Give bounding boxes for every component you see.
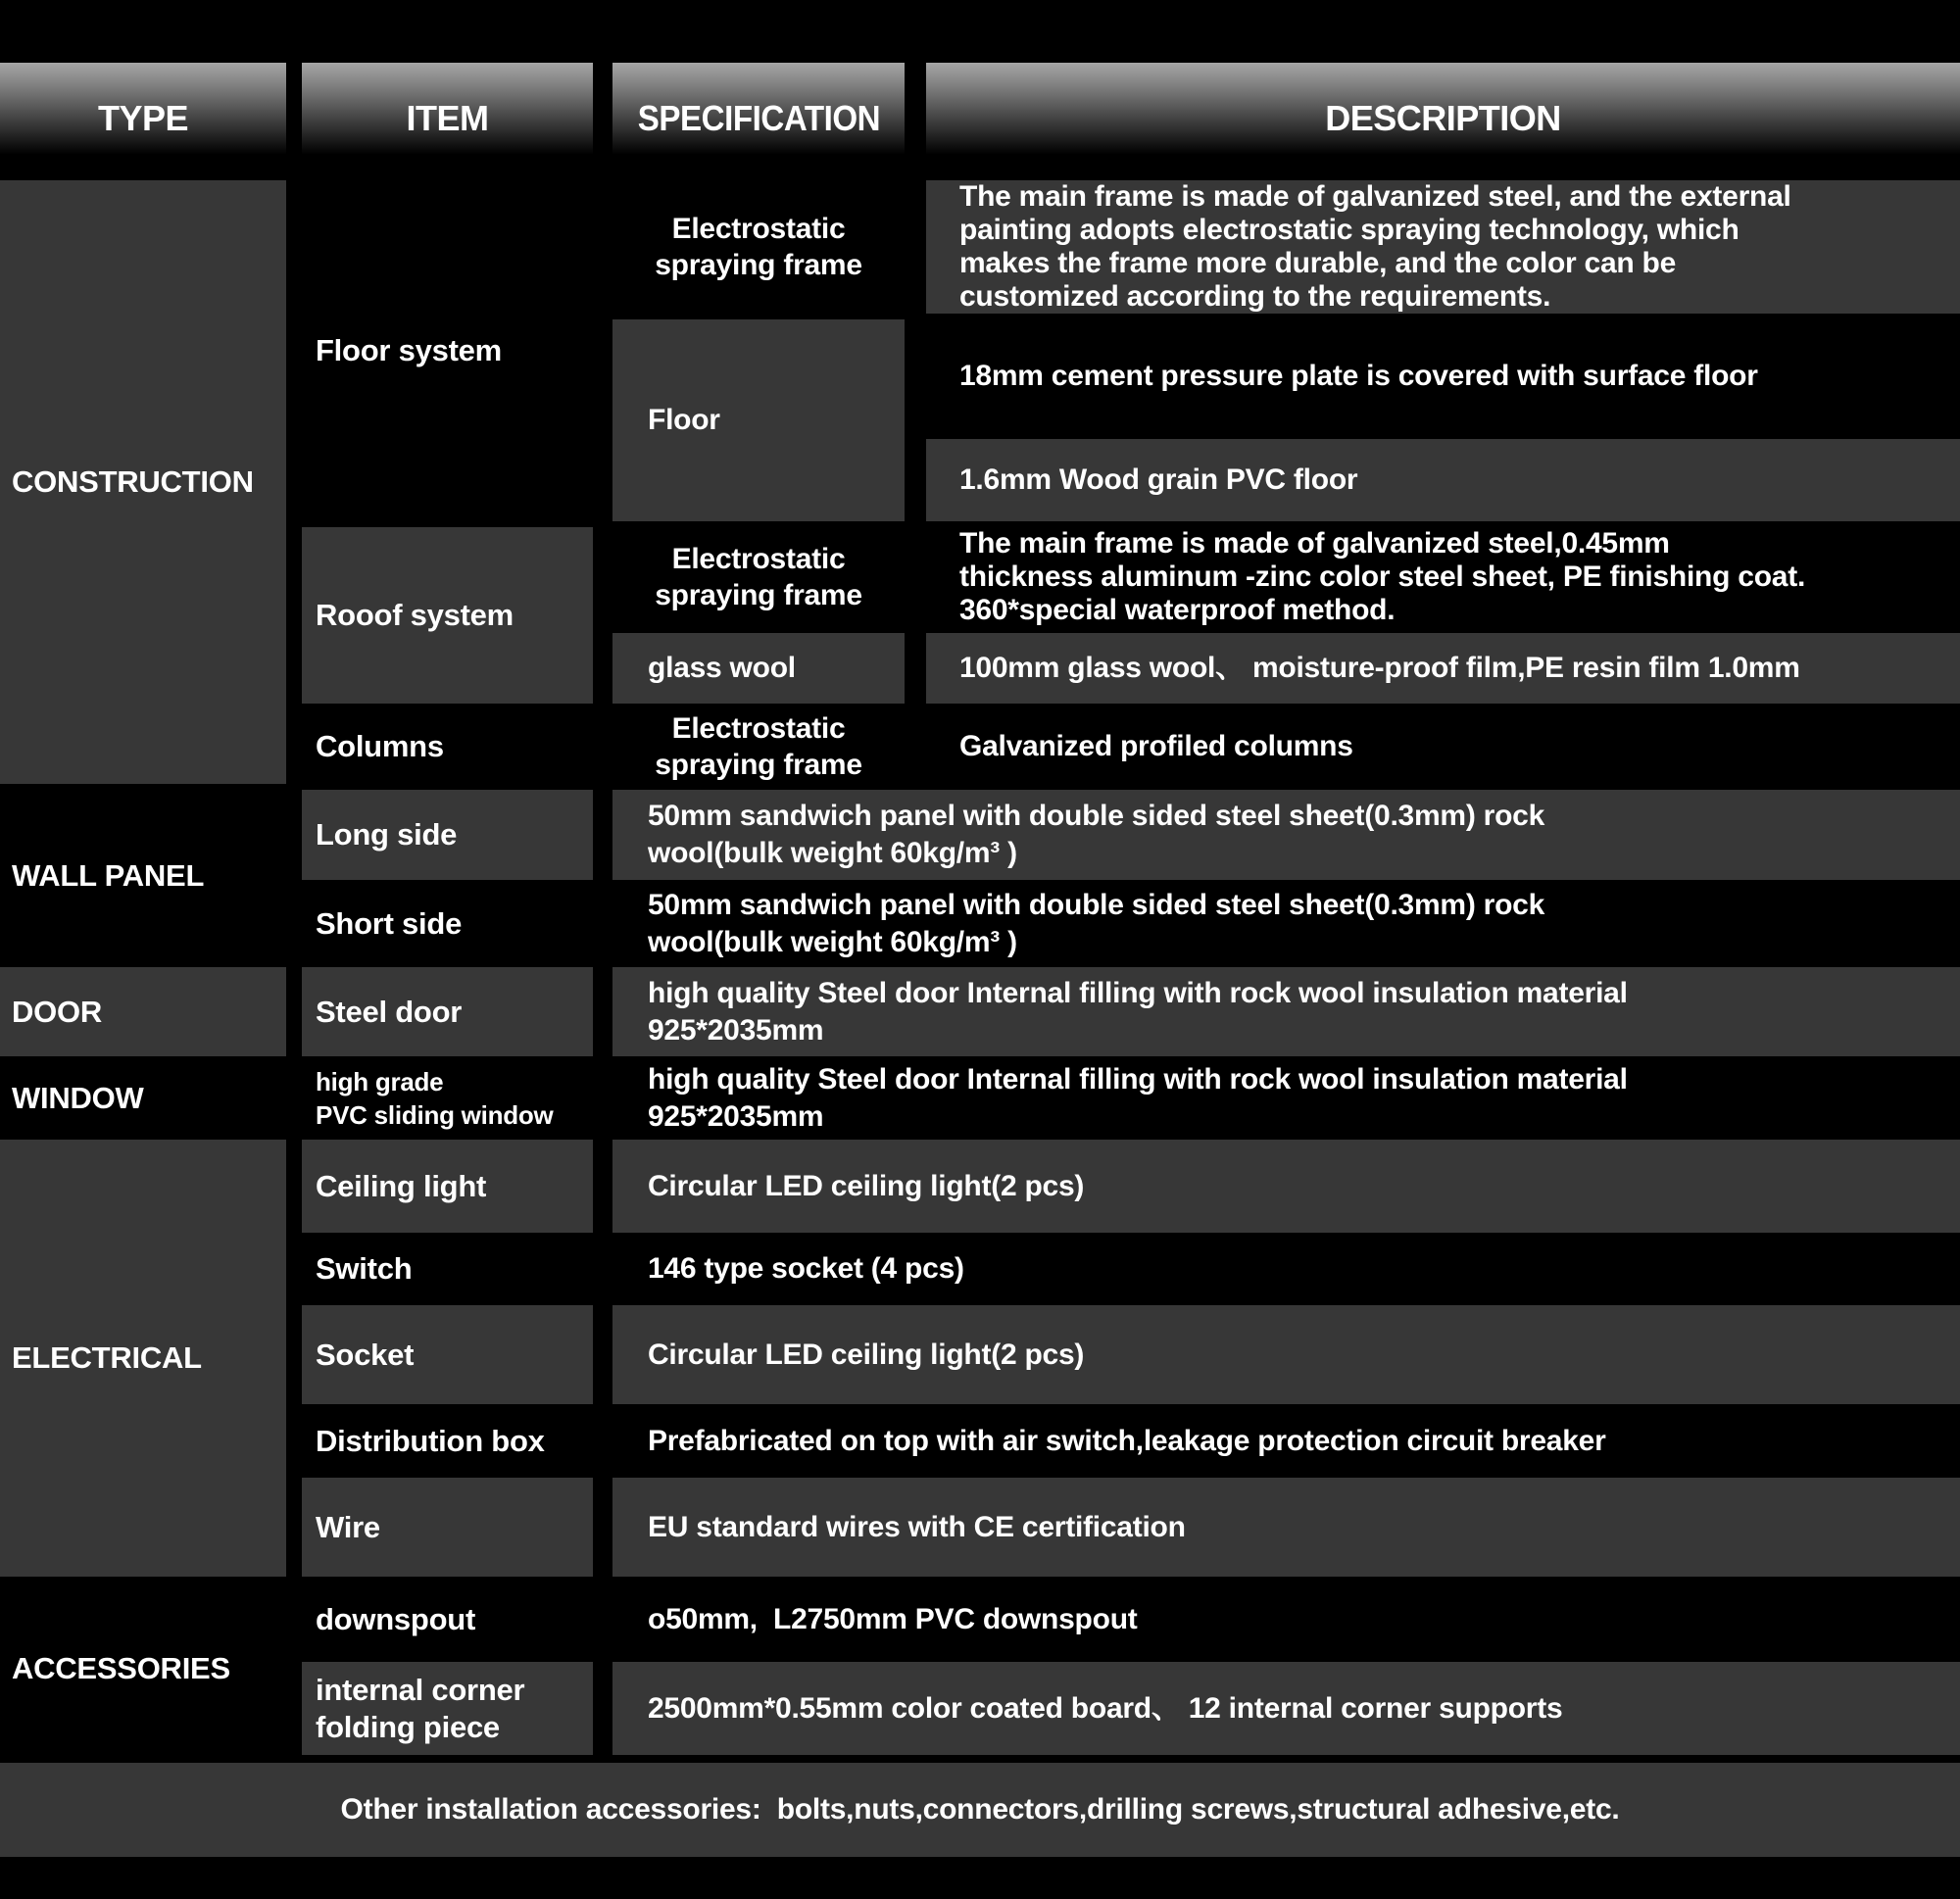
type-cell-wall-panel: WALL PANEL	[0, 790, 286, 961]
item-cell-internal-corner: internal corner folding piece	[302, 1662, 593, 1755]
spec-cell-glass-wool: glass wool	[612, 633, 905, 704]
item-cell-roof-system: Rooof system	[302, 527, 593, 704]
desc-cell-window: high quality Steel door Internal filling with rock wool insulation material 925*2035mm	[612, 1062, 1960, 1134]
desc-cell-glass-wool: 100mm glass wool、 moisture-proof film,PE resin film 1.0mm	[926, 633, 1960, 704]
desc-cell-socket: Circular LED ceiling light(2 pcs)	[612, 1305, 1960, 1404]
item-cell-distribution-box: Distribution box	[302, 1410, 593, 1472]
column-header-type: TYPE	[0, 63, 286, 174]
item-cell-steel-door: Steel door	[302, 967, 593, 1056]
desc-cell-roof-frame: The main frame is made of galvanized steel,0.45mm thickness aluminum -zinc color steel sheet, PE finishing coat. 360*special waterproof method.	[926, 527, 1960, 627]
desc-cell-internal-corner: 2500mm*0.55mm color coated board、 12 internal corner supports	[612, 1662, 1960, 1755]
type-cell-accessories: ACCESSORIES	[0, 1582, 286, 1755]
type-cell-window: WINDOW	[0, 1062, 286, 1134]
desc-cell-cement-floor: 18mm cement pressure plate is covered with surface floor	[926, 319, 1960, 433]
desc-cell-switch: 146 type socket (4 pcs)	[612, 1239, 1960, 1299]
item-cell-socket: Socket	[302, 1305, 593, 1404]
desc-cell-columns: Galvanized profiled columns	[926, 709, 1960, 784]
item-cell-ceiling-light: Ceiling light	[302, 1140, 593, 1233]
item-cell-long-side: Long side	[302, 790, 593, 880]
type-cell-electrical: ELECTRICAL	[0, 1140, 286, 1577]
spec-cell-columns-frame: Electrostatic spraying frame	[612, 709, 905, 784]
item-cell-wire: Wire	[302, 1478, 593, 1577]
desc-cell-floor-frame: The main frame is made of galvanized steel, and the external painting adopts electrostatic spraying technology, which makes the frame more durable, and the color can be customized according to the requirements.	[926, 180, 1960, 314]
desc-cell-downspout: o50mm, L2750mm PVC downspout	[612, 1582, 1960, 1656]
column-header-specification: SPECIFICATION	[612, 63, 905, 174]
spec-cell-floor-frame: Electrostatic spraying frame	[612, 180, 905, 314]
desc-cell-long-side: 50mm sandwich panel with double sided steel sheet(0.3mm) rock wool(bulk weight 60kg/m³ )	[612, 790, 1960, 880]
desc-cell-distribution-box: Prefabricated on top with air switch,leakage protection circuit breaker	[612, 1410, 1960, 1472]
desc-cell-pvc-floor: 1.6mm Wood grain PVC floor	[926, 439, 1960, 521]
desc-cell-wire: EU standard wires with CE certification	[612, 1478, 1960, 1577]
type-cell-construction: CONSTRUCTION	[0, 180, 286, 784]
item-cell-downspout: downspout	[302, 1582, 593, 1656]
desc-cell-short-side: 50mm sandwich panel with double sided steel sheet(0.3mm) rock wool(bulk weight 60kg/m³ )	[612, 886, 1960, 961]
footer-note: Other installation accessories: bolts,nuts,connectors,drilling screws,structural adhesive,etc.	[0, 1763, 1960, 1857]
spec-cell-floor: Floor	[612, 319, 905, 521]
type-cell-door: DOOR	[0, 967, 286, 1056]
item-cell-short-side: Short side	[302, 886, 593, 961]
item-cell-columns: Columns	[302, 709, 593, 784]
spec-cell-roof-frame: Electrostatic spraying frame	[612, 527, 905, 627]
item-cell-pvc-sliding-window: high grade PVC sliding window	[302, 1062, 593, 1134]
column-header-item: ITEM	[302, 63, 593, 174]
item-cell-floor-system: Floor system	[302, 180, 593, 521]
item-cell-switch: Switch	[302, 1239, 593, 1299]
column-header-description: DESCRIPTION	[926, 63, 1960, 174]
desc-cell-steel-door: high quality Steel door Internal filling with rock wool insulation material 925*2035mm	[612, 967, 1960, 1056]
desc-cell-ceiling-light: Circular LED ceiling light(2 pcs)	[612, 1140, 1960, 1233]
